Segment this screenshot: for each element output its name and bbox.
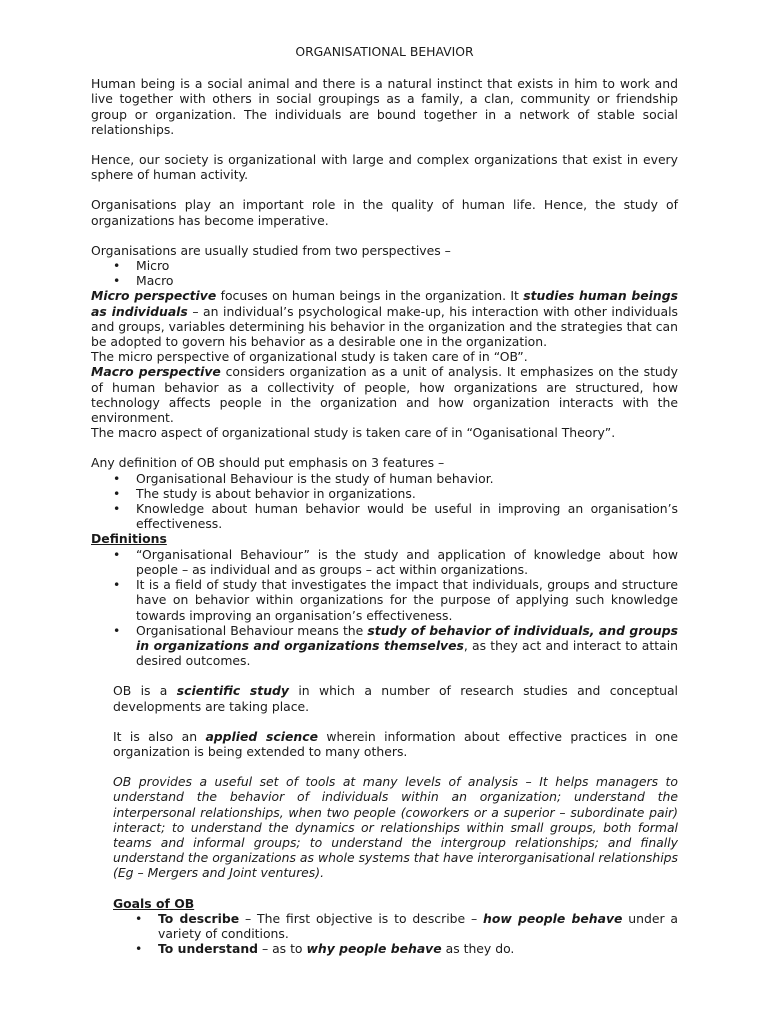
list-item: • Macro [91,273,678,288]
definitions-heading: Definitions [91,531,167,547]
list-item: • Knowledge about human behavior would be useful in improving an organisation’s effectiveness. [91,501,678,531]
definition-emphasis: study of behavior of individuals, and groups in organizations and organizations themselves [136,622,678,653]
paragraph-society: Hence, our society is organizational with large and complex organizations that exist in every sphere of human activity. [91,152,678,183]
list-item: • Micro [91,258,678,273]
paragraph-applied: It is also an applied science wherein information about effective practices in one organization is being extended to many others. [113,728,678,759]
perspectives-list [91,258,678,288]
paragraph-tools: OB provides a useful set of tools at many levels of analysis – It helps managers to understand the behavior of individuals within an organization; understand the interpersonal relationships, when two people (coworkers or a superior – subordinate pair) interact; to understand the dynamics or relationships within small groups, both formal teams and informal groups; to understand the intergroup relationships; and finally understand the organizations as whole systems that have interorganisational relationships (Eg – Mergers and Joint ventures). [113,774,678,881]
paragraph-micro: Micro perspective focuses on human beings in the organization. It studies human beings as individuals – an individual’s psychological make-up, his interaction with other individuals and groups, variables determining his behavior in the organization and the strategies that can be adopted to govern his behavior as a desirable one in the organization. [91,288,678,350]
micro-emphasis: studies human beings as individuals [91,288,678,319]
goals-list [91,911,678,957]
micro-term: Micro perspective [91,288,217,304]
paragraph-intro: Human being is a social animal and there is a natural instinct that exists in him to work and live together with others in social groupings as a family, a clan, community or friendship group or organization. The individuals are bound together in a network of stable social relationships. [91,76,678,137]
list-item: • The study is about behavior in organizations. [91,486,678,501]
list-item: • To describe – The first objective is to describe – how people behave under a variety of conditions. [91,911,678,941]
list-item: • Organisational Behaviour is the study of human behavior. [91,471,678,486]
list-item: • It is a field of study that investigates the impact that individuals, groups and structure have on behavior within organizations for the purpose of applying such knowledge towards improving an organisation’s effectiveness. [91,577,678,623]
paragraph-scientific: OB is a scientific study in which a number of research studies and conceptual developments are taking place. [113,683,679,714]
list-item: • Organisational Behaviour means the study of behavior of individuals, and groups in organizations and organizations themselves, as they act and interact to attain desired outcomes. [91,623,678,669]
paragraph-macro-note: The macro aspect of organizational study is taken care of in “Oganisational Theory”. [91,425,616,441]
paragraph-features-intro: Any definition of OB should put emphasis on 3 features – [91,455,445,471]
paragraph-micro-note: The micro perspective of organizational study is taken care of in “OB”. [91,349,528,365]
applied-emphasis: applied science [205,728,318,744]
list-item: • “Organisational Behaviour” is the study and application of knowledge about how people – as individual and as groups – act within organizations. [91,547,678,577]
paragraph-macro: Macro perspective considers organization as a unit of analysis. It emphasizes on the study of human behavior as a collectivity of people, how organizations are structured, how technology affects people in the organization and how organization interacts with the environment. [91,364,678,426]
goals-heading: Goals of OB [113,895,195,911]
scientific-emphasis: scientific study [176,683,289,699]
document-page [91,44,678,956]
list-item: • To understand – as to why people behave as they do. [91,941,678,956]
definitions-list [91,547,678,669]
paragraph-role: Organisations play an important role in the quality of human life. Hence, the study of organizations has become imperative. [91,197,678,228]
macro-term: Macro perspective [91,364,221,380]
paragraph-perspectives: Organisations are usually studied from two perspectives – [91,242,451,258]
features-list [91,471,678,532]
page-title: ORGANISATIONAL BEHAVIOR [295,44,474,59]
